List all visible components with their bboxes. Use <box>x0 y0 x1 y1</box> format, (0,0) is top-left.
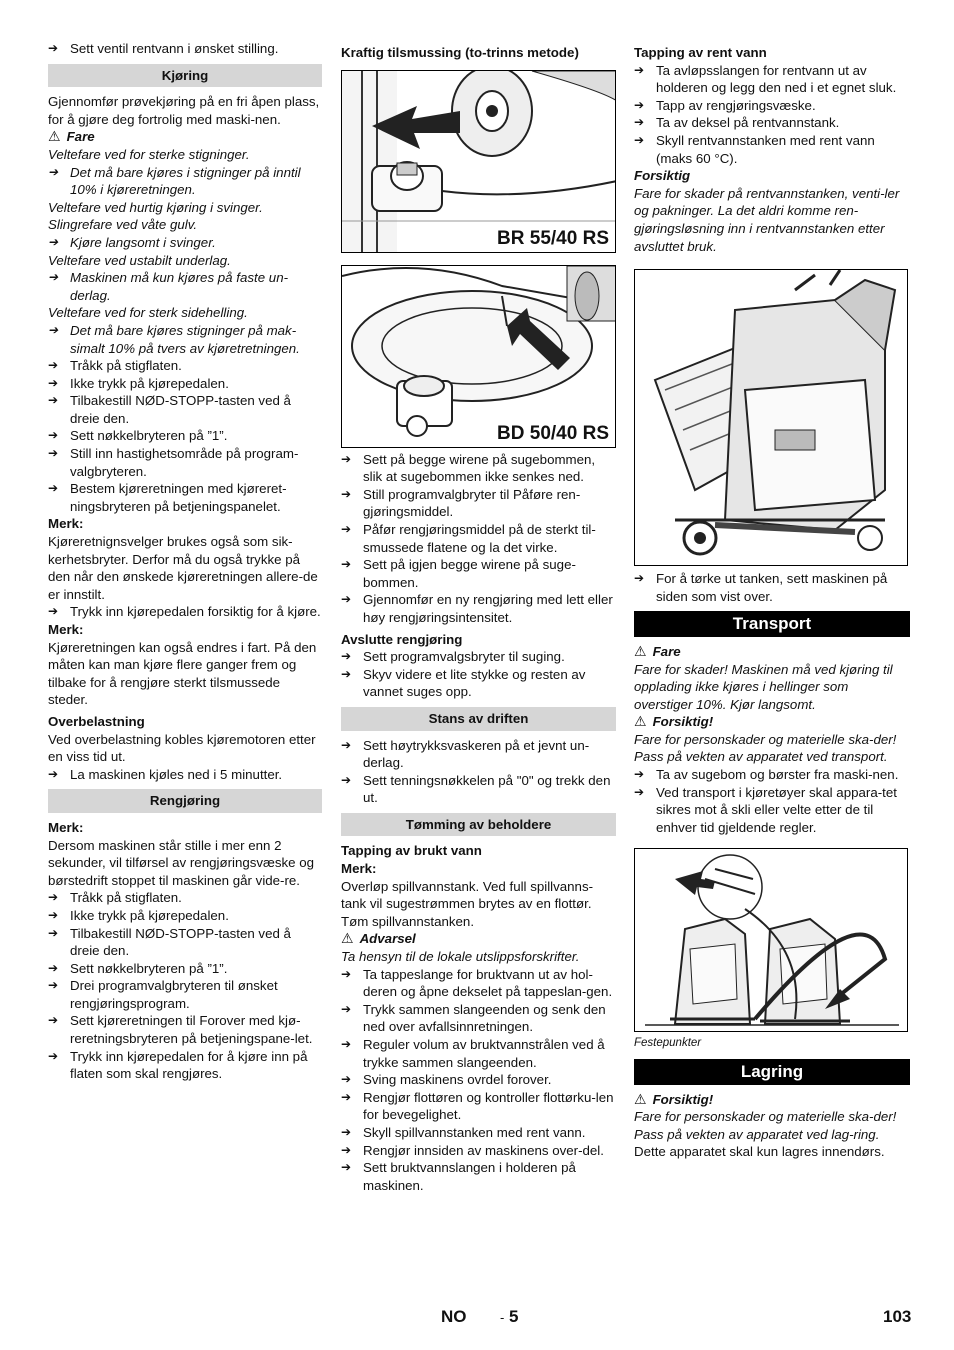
column-left <box>48 40 322 1083</box>
warning-text: Fare for skader! Maskinen må ved kjøring til opplading ikke kjøres i hellinger som overstiger 10%. Kjør langsomt. <box>634 661 893 712</box>
section-heading-kjoring: Kjøring <box>48 64 322 88</box>
figure-tie-down-points <box>634 848 908 1032</box>
warning-text: Veltefare ved hurtig kjøring i svinger. <box>48 199 263 215</box>
step-item: ➔ Bestem kjøreretningen med kjøreret-ningsbryteren på betjeningspanelet. <box>48 480 322 515</box>
step-item: ➔ Ved transport i kjøretøyer skal appara-tet sikres mot å skli eller velte etter de til enhver tid gjeldende regler. <box>634 784 910 837</box>
step-item: ➔ Ta av sugebom og børster fra maski-nen. <box>634 766 910 784</box>
step-item: ➔ Kjøre langsomt i svinger. <box>48 234 322 252</box>
step-item: ➔ Påfør rengjøringsmiddel på de sterkt til-smussede flatene og la det virke. <box>341 521 616 556</box>
caution-label: Forsiktig <box>634 168 691 184</box>
step-item: ➔ Rengjør innsiden av maskinens over-del. <box>341 1142 616 1160</box>
warning-text: Ta hensyn til de lokale utslippsforskrifter. <box>341 949 580 965</box>
paragraph: Dersom maskinen står stille i mer enn 2 sekunder, vil tilførsel av rengjøringsvæske og børstedrift stoppet til maskinen går vide-re. <box>48 837 315 888</box>
step-item: ➔ Sett høytrykksvaskeren på et jevnt un-derlag. <box>341 737 616 772</box>
machine-tilted-illustration <box>635 270 908 566</box>
section-heading-stans: Stans av driften <box>341 707 616 731</box>
subheading-overbelastning: Overbelastning <box>48 713 145 729</box>
note-label: Merk: <box>48 622 84 637</box>
step-item: ➔ Sett nøkkelbryteren på ”1”. <box>48 960 322 978</box>
section-heading-transport: Transport <box>634 611 910 637</box>
section-heading-lagring: Lagring <box>634 1059 910 1085</box>
step-item: ➔ Ta av deksel på rentvannstank. <box>634 114 910 132</box>
section-heading-rengjoring: Rengjøring <box>48 789 322 813</box>
paragraph: Overløp spillvannstank. Ved full spillvanns-tank vil sugestrømmen brytes av en flottør. Tøm spillvannstanken. <box>341 878 594 929</box>
caution-warning-label: ⚠ Forsiktig! <box>634 713 910 731</box>
step-item: ➔ Sett ventil rentvann i ønsket stilling. <box>48 40 322 58</box>
paragraph: Gjennomfør prøvekjøring på en fri åpen plass, for å gjøre deg fortrolig med maski-nen. <box>48 94 320 127</box>
caution-warning-label: ⚠ Forsiktig! <box>634 1091 910 1109</box>
warning-text: Veltefare ved ustabilt underlag. <box>48 252 231 268</box>
warning-text: Fare for personskader og materielle ska-der! Pass på vekten av apparatet ved transport. <box>634 731 897 765</box>
step-item: ➔ Skyv videre et lite stykke og resten av vannet suges opp. <box>341 666 616 701</box>
advarsel-warning-label: ⚠ Advarsel <box>341 930 616 948</box>
subheading-avslutte: Avslutte rengjøring <box>341 631 463 647</box>
step-item: ➔ Ikke trykk på kjørepedalen. <box>48 375 322 393</box>
figure-label: BR 55/40 RS <box>497 228 609 249</box>
step-item: ➔ Skyll spillvannstanken med rent vann. <box>341 1124 616 1142</box>
step-item: ➔ Trykk inn kjørepedalen forsiktig for å kjøre. <box>48 603 322 621</box>
paragraph: Kjøreretningen kan også endres i fart. På den måten kan man kjøre flere ganger frem og tilbake for å rengjøre sterkt tilsmussede steder. <box>48 639 317 708</box>
step-item: ➔ Still inn hastighetsområde på program-valgbryteren. <box>48 445 322 480</box>
step-item: ➔ For å tørke ut tanken, sett maskinen på siden som vist over. <box>634 570 910 605</box>
step-item: ➔ La maskinen kjøles ned i 5 minutter. <box>48 766 322 784</box>
step-item: ➔ Ikke trykk på kjørepedalen. <box>48 907 322 925</box>
step-item: ➔ Det må bare kjøres i stigninger på inntil 10% i kjøreretningen. <box>48 164 322 199</box>
figure-br-55-40-rs <box>341 70 616 253</box>
paragraph: Dette apparatet skal kun lagres innendørs. <box>634 1144 885 1160</box>
footer-section-number: 5 <box>509 1307 519 1326</box>
subheading-rent-vann: Tapping av rent vann <box>634 45 767 60</box>
tie-down-illustration <box>635 849 908 1032</box>
footer-language: NO <box>441 1307 467 1326</box>
column-middle <box>341 40 616 1194</box>
note-label: Merk: <box>48 819 84 835</box>
figure-machine-on-side <box>634 269 908 566</box>
subheading-tapping: Tapping av brukt vann <box>341 843 482 859</box>
danger-warning-label: ⚠ Fare <box>634 643 910 661</box>
step-item: ➔ Tilbakestill NØD-STOPP-tasten ved å dreie den. <box>48 392 322 427</box>
figure-bd-50-40-rs <box>341 265 616 448</box>
step-item: ➔ Ta tappeslange for bruktvann ut av hol-deren og åpne dekselet på tappeslan-gen. <box>341 966 616 1001</box>
column-right <box>634 40 910 1161</box>
step-item: ➔ Ta avløpsslangen for rentvann ut av holderen og legg den ned i et egnet sluk. <box>634 62 910 97</box>
step-item: ➔ Sett kjøreretningen til Forover med kjø-reretningsbryteren på betjeningspane-let. <box>48 1012 322 1047</box>
step-item: ➔ Trykk sammen slangeenden og senk den ned over avfallsinnretningen. <box>341 1001 616 1036</box>
warning-text: Fare for personskader og materielle ska-der! Pass på vekten av apparatet ved lag-ring. <box>634 1109 897 1142</box>
step-item: ➔ Still programvalgbryter til Påføre ren-gjøringsmiddel. <box>341 486 616 521</box>
section-heading-tomming: Tømming av beholdere <box>341 813 616 837</box>
figure-label: BD 50/40 RS <box>497 423 609 444</box>
step-item: ➔ Gjennomfør en ny rengjøring med lett eller høy rengjøringsintensitet. <box>341 591 616 626</box>
warning-text: Slingrefare ved våte gulv. <box>48 217 198 233</box>
footer-dash: - <box>500 1310 505 1325</box>
step-item: ➔ Trykk inn kjørepedalen for å kjøre inn på flaten som skal rengjøres. <box>48 1048 322 1083</box>
step-item: ➔ Skyll rentvannstanken med rent vann (maks 60 °C). <box>634 132 910 167</box>
step-item: ➔ Tapp av rengjøringsvæske. <box>634 97 910 115</box>
warning-text: Veltefare ved for sterk sidehelling. <box>48 305 248 321</box>
step-item: ➔ Sett på begge wirene på sugebommen, slik at sugebommen ikke senkes ned. <box>341 451 616 486</box>
brush-head-illustration <box>342 266 616 448</box>
footer-page-number: 103 <box>883 1307 912 1326</box>
paragraph: Ved overbelastning kobles kjøremotoren etter en viss tid ut. <box>48 731 316 765</box>
step-item: ➔ Reguler volum av bruktvannstrålen ved å trykke sammen slangeenden. <box>341 1036 616 1071</box>
note-label: Merk: <box>48 516 84 532</box>
step-item: ➔ Sett bruktvannslangen i holderen på maskinen. <box>341 1159 616 1194</box>
step-item: ➔ Rengjør flottøren og kontroller flottørku-len for bevegelighet. <box>341 1089 616 1124</box>
step-item: ➔ Tråkk på stigflaten. <box>48 357 322 375</box>
note-label: Merk: <box>341 861 377 877</box>
step-item: ➔ Sett tenningsnøkkelen på "0" og trekk den ut. <box>341 772 616 807</box>
paragraph: Kjøreretnignsvelger brukes også som sik-kerhetsbryter. Derfor må du også trykke på den når den ønskede kjøreretningen allere-de er innstilt. <box>48 534 318 602</box>
step-item: ➔ Sett programvalgsbryter til suging. <box>341 648 616 666</box>
warning-text: Fare for skader på rentvannstanken, venti-ler og pakninger. La det aldri komme ren-gjøringsløsning inn i rentvannstanken etter avsluttet bruk. <box>634 185 900 254</box>
step-item: ➔ Sett på igjen begge wirene på suge-bommen. <box>341 556 616 591</box>
step-item: ➔ Sett nøkkelbryteren på ”1”. <box>48 427 322 445</box>
step-item: ➔ Drei programvalgbryteren til ønsket rengjøringsprogram. <box>48 977 322 1012</box>
step-item: ➔ Sving maskinens ovrdel forover. <box>341 1071 616 1089</box>
figure-caption: Festepunkter <box>634 1037 702 1050</box>
step-item: ➔ Maskinen må kun kjøres på faste un-derlag. <box>48 269 322 304</box>
subheading-kraftig: Kraftig tilsmussing (to-trinns metode) <box>341 45 579 60</box>
step-item: ➔ Det må bare kjøres stigninger på mak-simalt 10% på tvers av kjøretretningen. <box>48 322 322 357</box>
step-item: ➔ Tråkk på stigflaten. <box>48 889 322 907</box>
warning-text: Veltefare ved for sterke stigninger. <box>48 146 250 162</box>
brush-head-illustration <box>342 71 616 253</box>
danger-warning-label: ⚠ Fare <box>48 128 322 146</box>
step-item: ➔ Tilbakestill NØD-STOPP-tasten ved å dreie den. <box>48 925 322 960</box>
